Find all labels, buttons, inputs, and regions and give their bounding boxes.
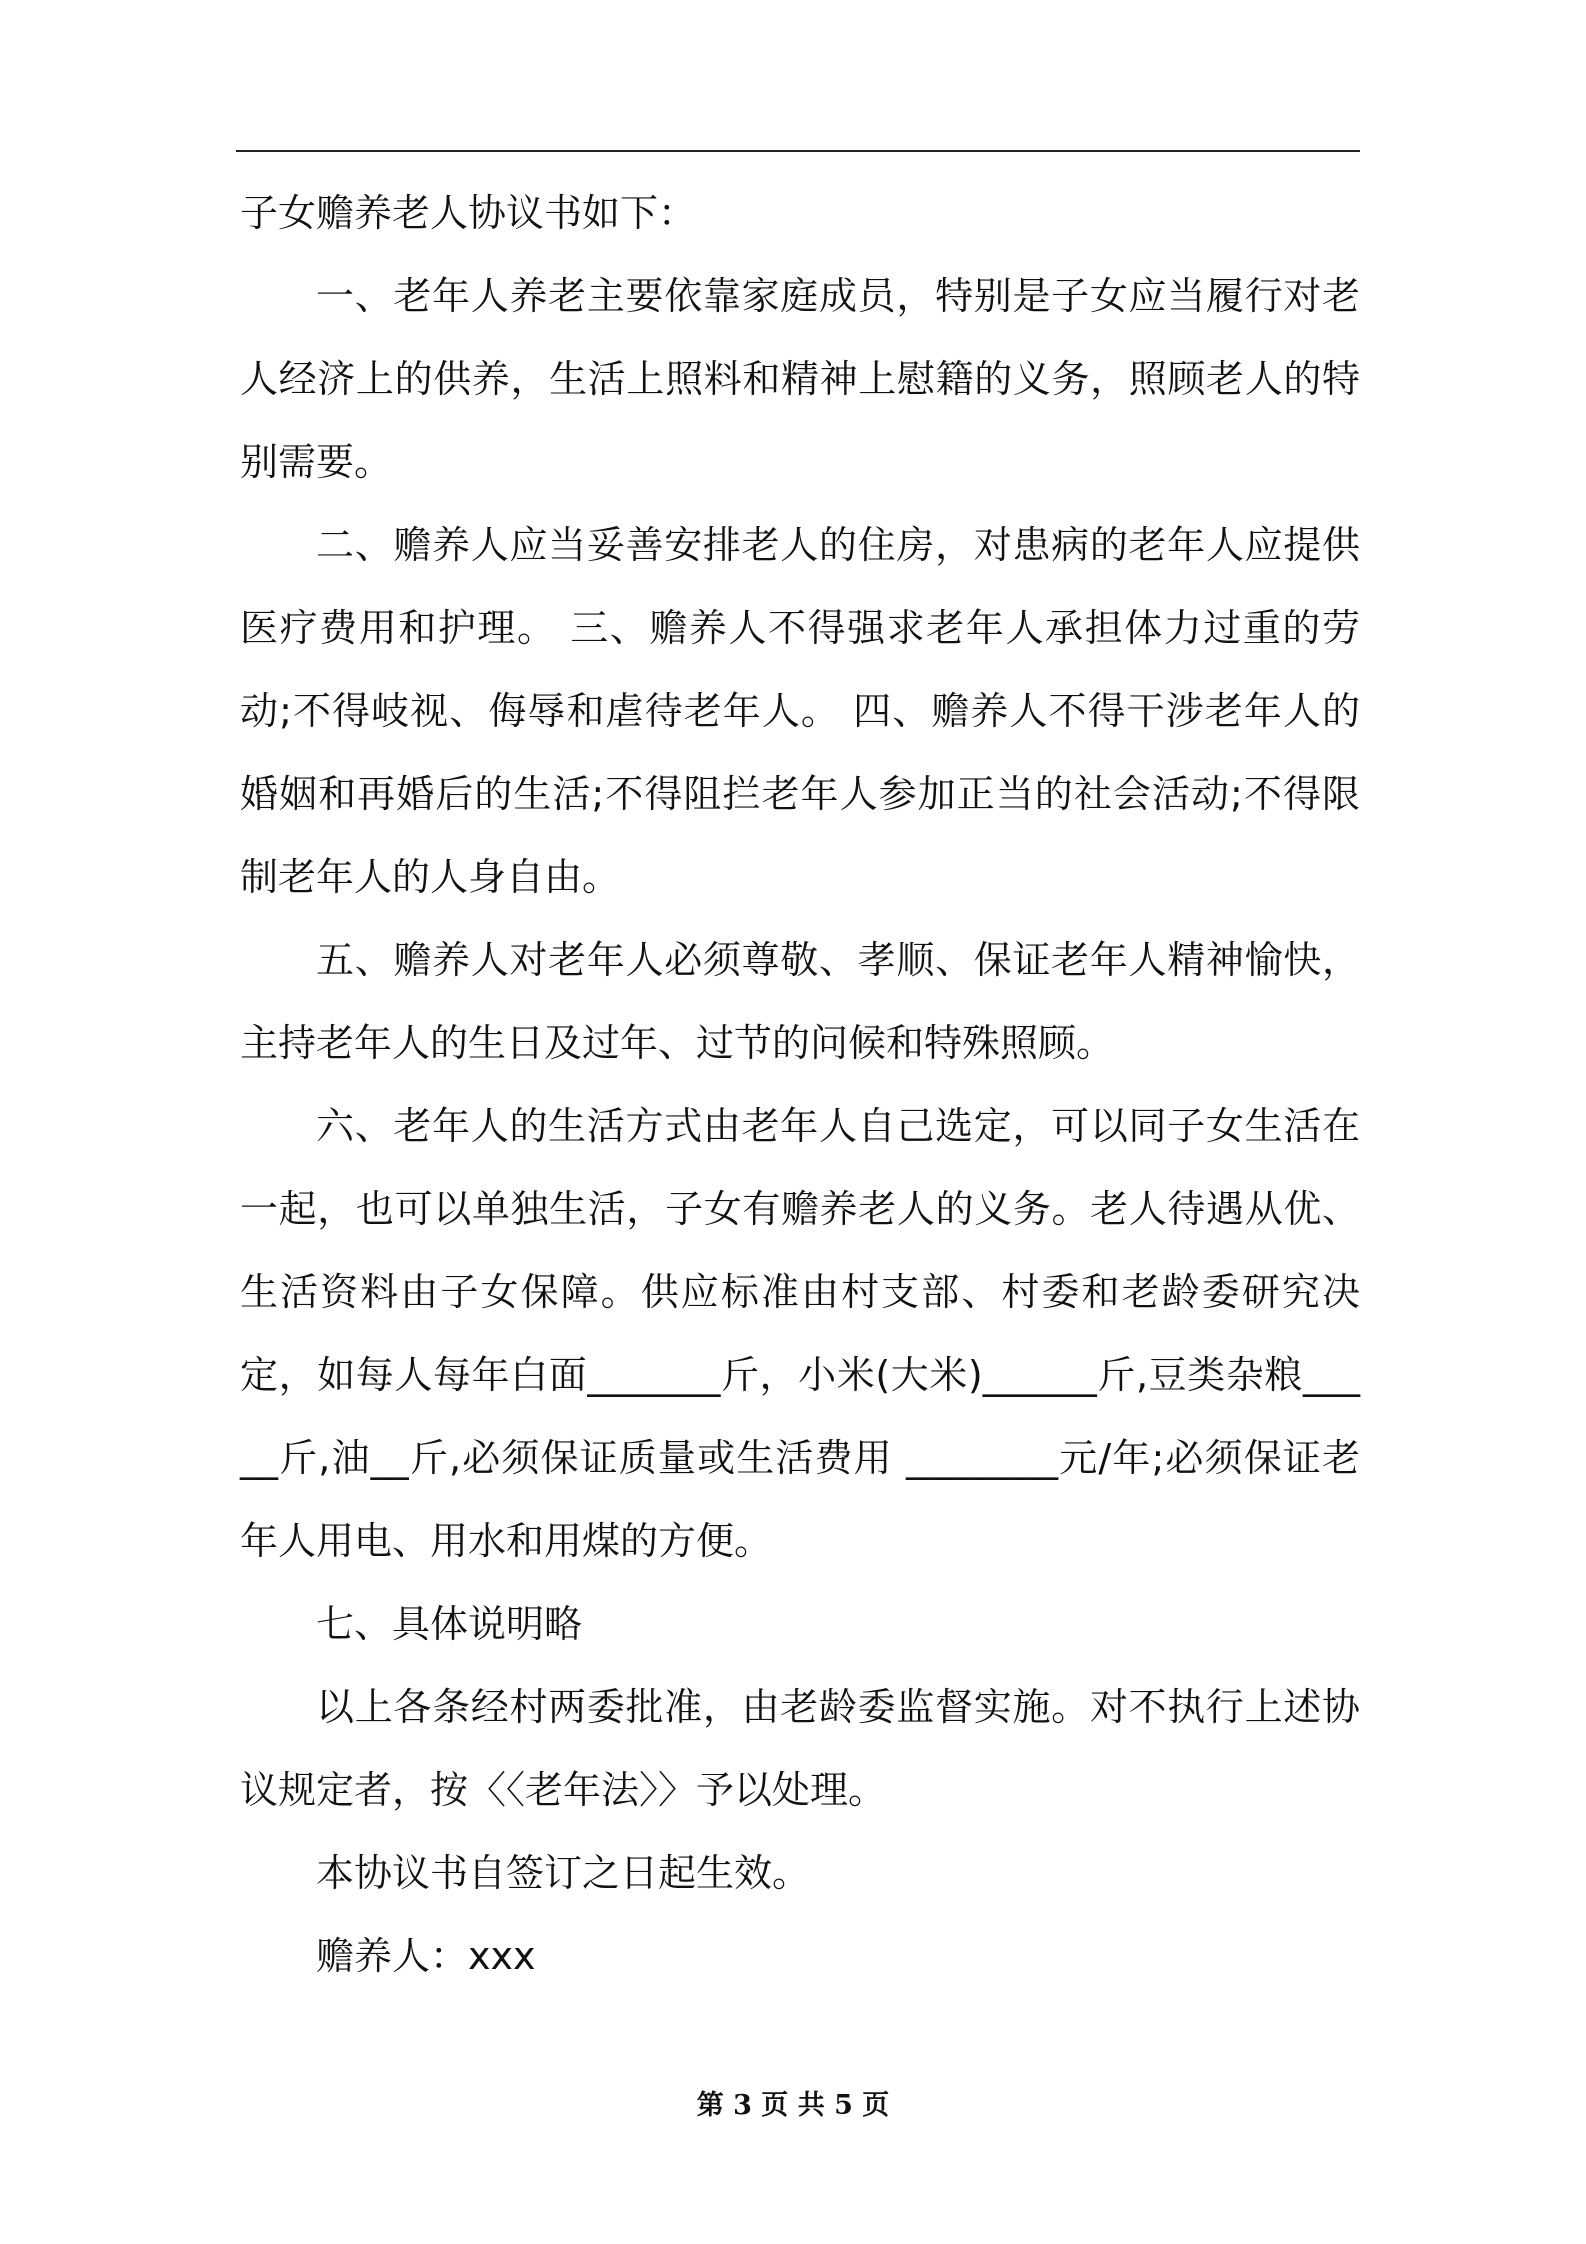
supporter-signature-line: 赡养人：xxx	[316, 1934, 536, 1978]
approval-paragraph: 以上各条经村两委批准，由老龄委监督实施。对不执行上述协议规定者，按〈〈老年法〉〉予以处理。	[240, 1685, 1360, 1812]
clause-6-paragraph: 六、老年人的生活方式由老年人自己选定，可以同子女生活在一起，也可以单独生活，子女有赡养老人的义务。老人待遇从优、生活资料由子女保障。供应标准由村支部、村委和老龄委研究决定，如每人每年白面_______斤，小米(大米)______斤,豆类杂粮_____斤,油__斤,必须保证质量或生活费用 ________元/年;必须保证老年人用电、用水和用煤的方便。	[240, 1104, 1360, 1563]
clause-1-paragraph: 一、老年人养老主要依靠家庭成员，特别是子女应当履行对老人经济上的供养，生活上照料和精神上慰籍的义务，照顾老人的特别需要。	[240, 274, 1360, 484]
clause-2-4-paragraph: 二、赡养人应当妥善安排老人的住房，对患病的老年人应提供医疗费用和护理。 三、赡养人不得强求老年人承担体力过重的劳动;不得岐视、侮辱和虐待老年人。 四、赡养人不得干涉老年人的婚姻和再婚后的生活;不得阻拦老年人参加正当的社会活动;不得限制老年人的人身自由。	[240, 523, 1360, 899]
header-rule	[236, 150, 1360, 152]
effective-date-paragraph: 本协议书自签订之日起生效。	[316, 1851, 811, 1895]
clause-5-paragraph: 五、赡养人对老年人必须尊敬、孝顺、保证老年人精神愉快，主持老年人的生日及过年、过节的问候和特殊照顾。	[240, 938, 1360, 1065]
clause-7-paragraph: 七、具体说明略	[316, 1602, 583, 1646]
document-body	[240, 172, 1360, 1998]
intro-paragraph: 子女赡养老人协议书如下：	[240, 191, 697, 235]
page-number-footer: 第 3 页 共 5 页	[696, 2090, 890, 2121]
